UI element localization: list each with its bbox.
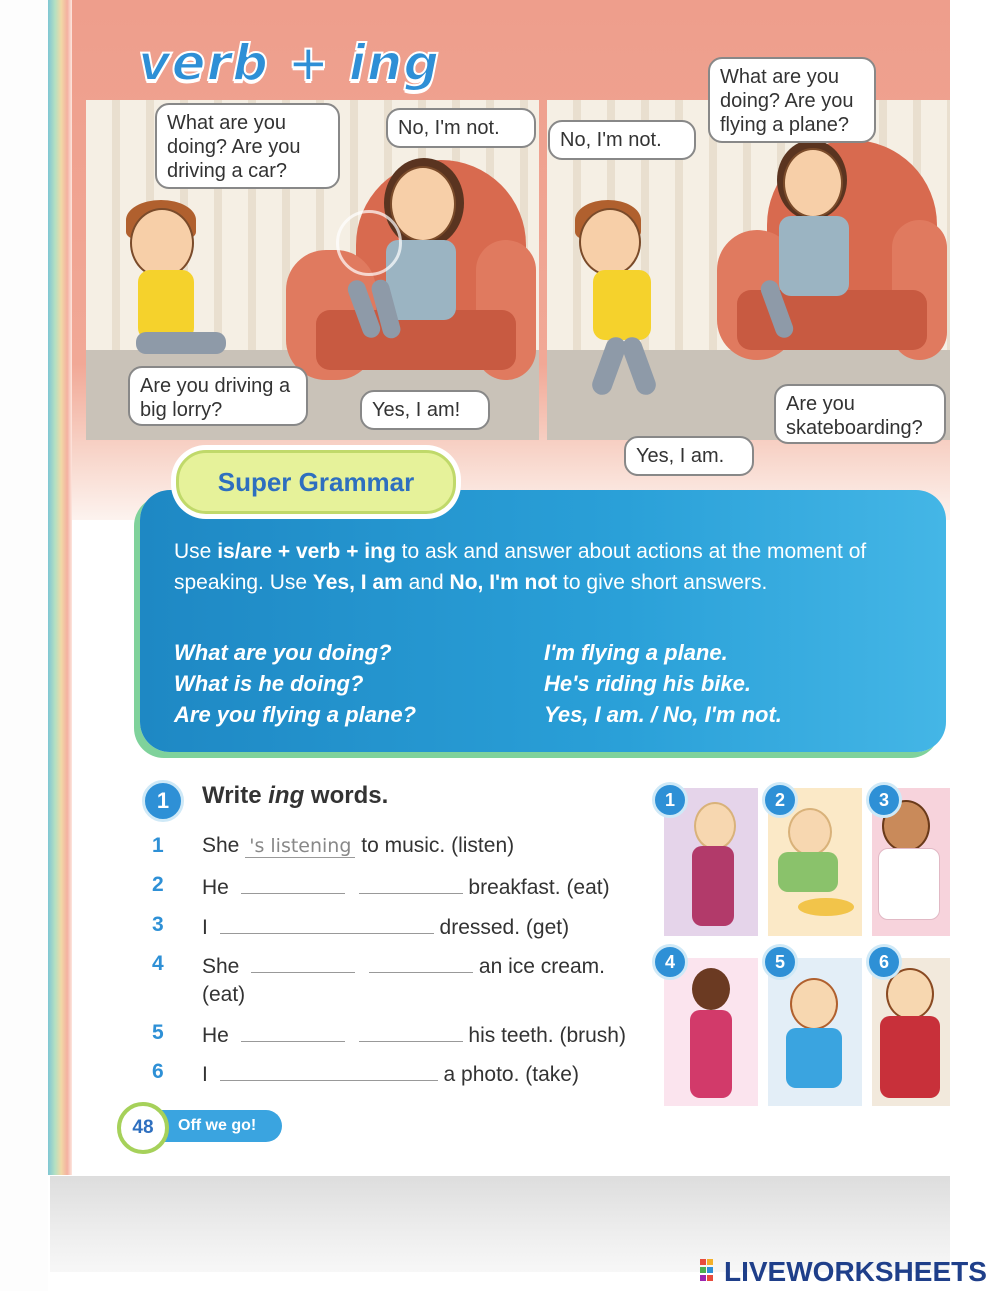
boy-shirt: [138, 270, 194, 340]
exercise-line-1: [202, 834, 514, 858]
picture-number: 2: [762, 782, 798, 818]
rule-text: Use: [174, 540, 218, 563]
line-number: 6: [152, 1060, 164, 1083]
bubble-text: Are you driving a big lorry?: [140, 375, 291, 421]
bubble-text: Yes, I am!: [372, 399, 461, 421]
person-body-icon: [692, 846, 734, 926]
exercise-line-4: [202, 952, 605, 979]
line-end: a photo. (take): [443, 1063, 579, 1086]
exercise-title-text: Write: [202, 782, 269, 809]
person-body-icon: [880, 1016, 940, 1098]
picture-brushing: [768, 958, 862, 1106]
answer-blank[interactable]: [220, 1060, 438, 1081]
breakfast-plate-icon: [798, 898, 854, 916]
person-head-icon: [692, 968, 730, 1010]
page-title: verb + ing: [138, 34, 441, 92]
unit-title: Off we go!: [146, 1110, 282, 1142]
person-head-icon: [694, 802, 736, 850]
answer-input[interactable]: 's listening: [245, 835, 355, 858]
liveworksheets-logo-icon: [700, 1259, 720, 1283]
page-number: 48: [117, 1102, 169, 1154]
answer-blank[interactable]: [220, 913, 434, 934]
person-body-icon: [778, 852, 838, 892]
rule-bold: Yes, I am: [312, 571, 403, 594]
grammar-rule: [174, 536, 934, 598]
exercise-line-5: [202, 1021, 626, 1048]
example-line: What are you doing?: [174, 640, 392, 665]
exercise-number: 1: [142, 780, 184, 822]
watermark: LIVEWORKSHEETS: [724, 1256, 987, 1287]
picture-number: 1: [652, 782, 688, 818]
line-end: his teeth. (brush): [468, 1024, 626, 1047]
line-number: 5: [152, 1021, 164, 1044]
picture-number: 3: [866, 782, 902, 818]
boy-leg: [136, 332, 226, 354]
exercise-title-text: words.: [304, 782, 389, 809]
picture-number: 6: [866, 944, 902, 980]
answer-blank[interactable]: [241, 873, 345, 894]
rule-text: to ask and answer about actions at the moment of speaking. Use: [174, 540, 867, 594]
person-body-icon: [690, 1010, 732, 1098]
person-head-icon: [788, 808, 832, 856]
grammar-label: [176, 450, 456, 514]
speech-bubble: [155, 103, 340, 189]
speech-bubble: [360, 390, 490, 430]
line-start: He: [202, 876, 229, 899]
answer-blank[interactable]: [369, 952, 473, 973]
example-line: I'm flying a plane.: [544, 640, 728, 665]
example-line: Are you flying a plane?: [174, 702, 417, 727]
rule-bold: is/are + verb + ing: [217, 540, 396, 563]
rule-text: and: [402, 571, 450, 594]
boy-head: [130, 208, 194, 278]
line-end: an ice cream.: [478, 955, 605, 978]
answer-blank[interactable]: [359, 1021, 463, 1042]
speech-bubble: [774, 384, 946, 444]
girl-top: [779, 216, 849, 296]
line-start: She: [202, 955, 240, 978]
example-line: What is he doing?: [174, 671, 364, 696]
picture-number: 4: [652, 944, 688, 980]
picture-ice-cream: [664, 958, 758, 1106]
rule-text: to give short answers.: [557, 571, 768, 594]
answer-blank[interactable]: [251, 952, 355, 973]
grammar-example-right: [544, 637, 782, 730]
grammar-example-left: [174, 637, 416, 730]
example-line: He's riding his bike.: [544, 671, 751, 696]
answer-blank[interactable]: [241, 1021, 345, 1042]
picture-number: 5: [762, 944, 798, 980]
speech-bubble: [708, 57, 876, 143]
rule-bold: No, I'm not: [449, 571, 558, 594]
bubble-text: No, I'm not.: [560, 129, 662, 151]
bubble-text: Yes, I am.: [636, 445, 725, 467]
boy-head: [579, 208, 641, 276]
speech-bubble: [386, 108, 536, 148]
person-head-icon: [790, 978, 838, 1030]
answer-blank[interactable]: [359, 873, 463, 894]
boy-shirt: [593, 270, 651, 340]
line-end: dressed. (get): [439, 916, 570, 939]
grammar-label-text: Super Grammar: [217, 467, 415, 497]
line-number: 2: [152, 873, 164, 896]
line-end: to music. (listen): [361, 834, 515, 857]
line-start: He: [202, 1024, 229, 1047]
speech-bubble: [128, 366, 308, 426]
line-end: breakfast. (eat): [468, 876, 610, 899]
exercise-line-6: [202, 1060, 579, 1087]
bubble-text: No, I'm not.: [398, 117, 500, 139]
person-body-icon: [878, 848, 940, 920]
line-number: 4: [152, 952, 164, 975]
bubble-text: What are you doing? Are you driving a car?: [167, 112, 301, 182]
exercise-title-italic: ing: [268, 782, 305, 809]
speech-bubble: [548, 120, 696, 160]
scan-margin: [0, 0, 48, 1291]
exercise-line-2: [202, 873, 610, 900]
girl-head: [783, 148, 843, 218]
book-spine-edge: [48, 0, 72, 1175]
bubble-text: What are you doing? Are you flying a plane?: [720, 66, 854, 136]
line-start: She: [202, 834, 240, 857]
picture-photo: [872, 958, 950, 1106]
bubble-text: Are you skateboarding?: [786, 393, 923, 439]
line-number: 1: [152, 834, 164, 857]
person-body-icon: [786, 1028, 842, 1088]
line-start: I: [202, 916, 208, 939]
line-number: 3: [152, 913, 164, 936]
exercise-title: [202, 782, 388, 810]
exercise-line-4-cont: (eat): [202, 983, 246, 1006]
exercise-line-3: [202, 913, 569, 940]
line-start: I: [202, 1063, 208, 1086]
speech-bubble: [624, 436, 754, 476]
steering-motion-icon: [336, 210, 402, 276]
example-line: Yes, I am. / No, I'm not.: [544, 702, 782, 727]
